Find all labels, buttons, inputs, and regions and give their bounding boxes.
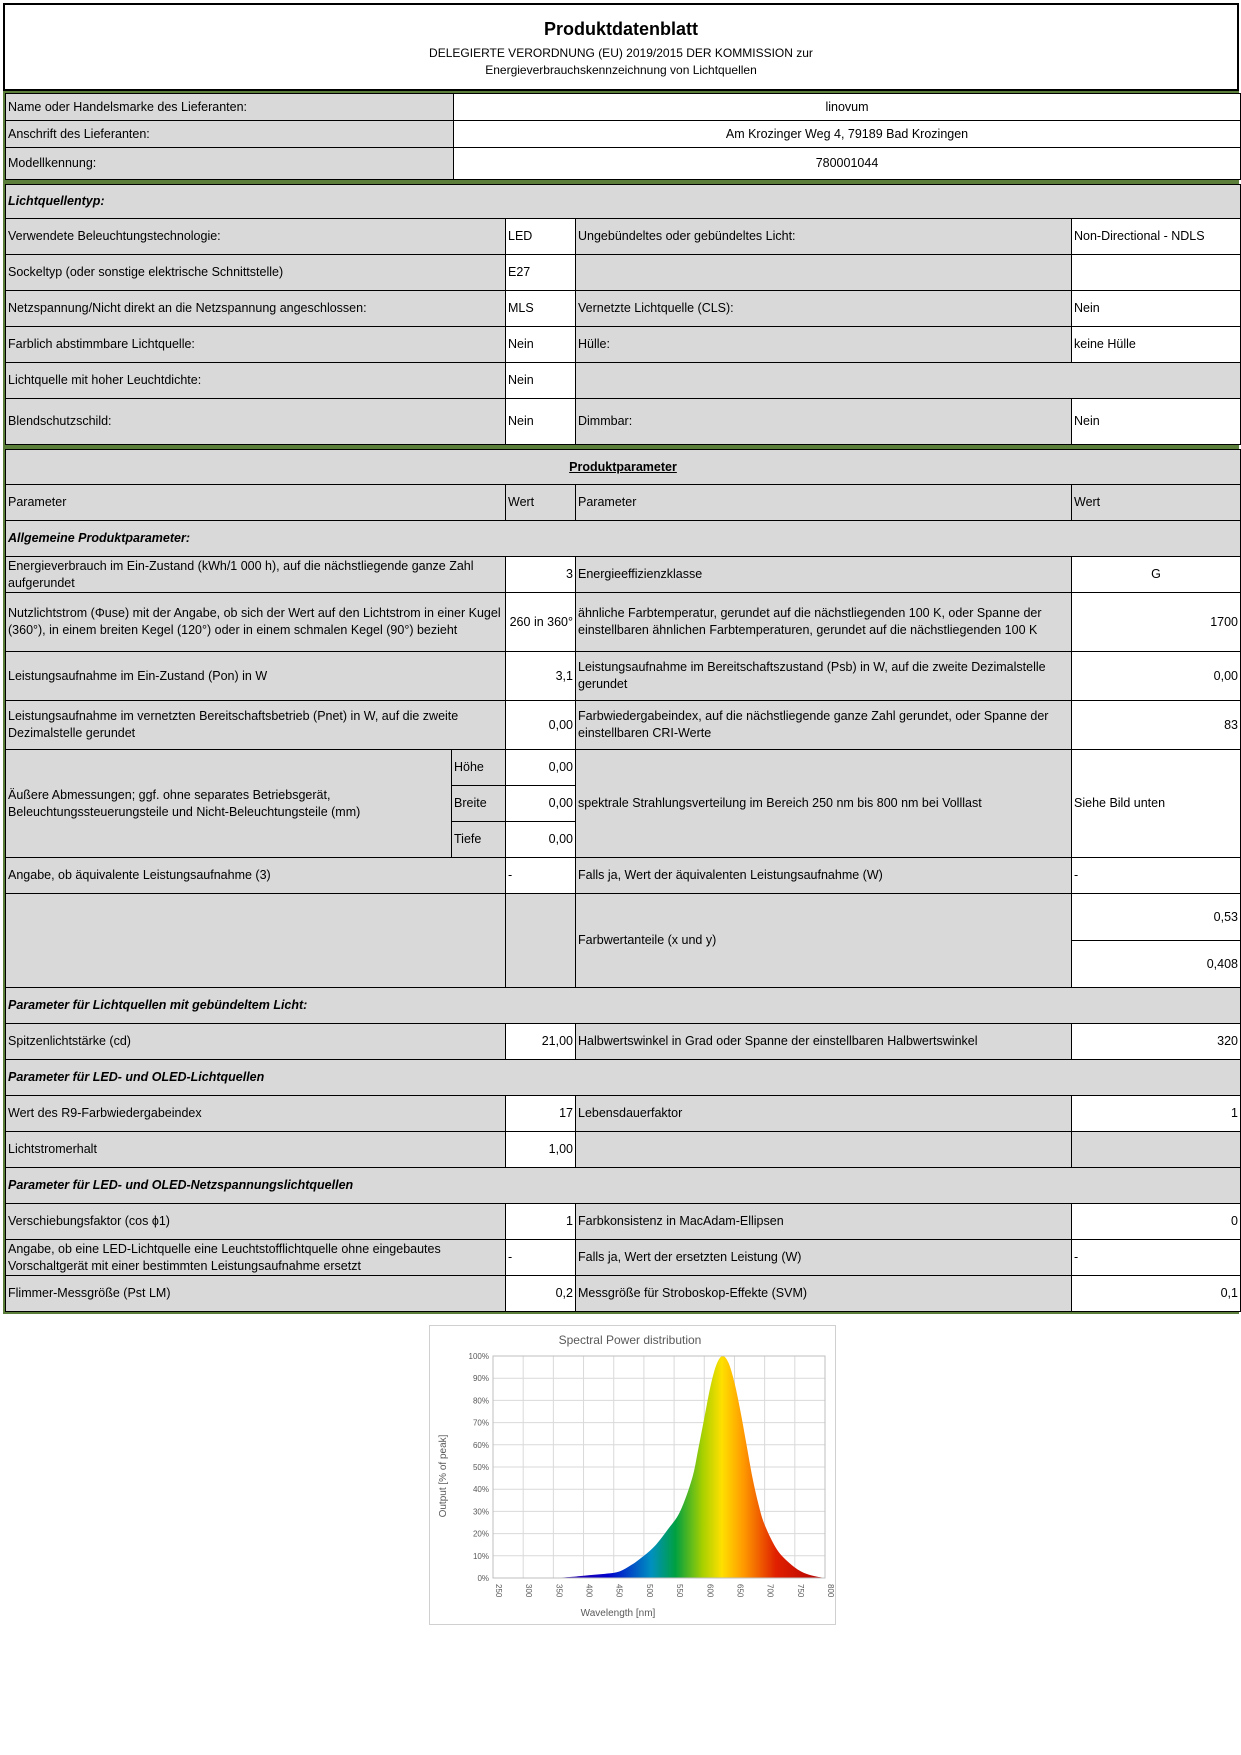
cri-label: Farbwiedergabeindex, auf die nächstliegende ganze Zahl gerundet, oder Spanne der einstellbaren CRI-Werte: [576, 701, 1072, 750]
y-tick-label: 20%: [472, 1529, 489, 1539]
y-tick-label: 90%: [472, 1374, 489, 1384]
beam-label: Halbwertswinkel in Grad oder Spanne der einstellbaren Halbwertswinkel: [576, 1024, 1072, 1060]
table-row: [6, 557, 1241, 593]
pon-value: 3,1: [506, 652, 576, 701]
tunable-label: Farblich abstimmbare Lichtquelle:: [6, 327, 506, 363]
peak-label: Spitzenlichtstärke (cd): [6, 1024, 506, 1060]
x-tick-label: 750: [795, 1584, 805, 1598]
table-row: [6, 185, 1241, 219]
table-row: [6, 1204, 1241, 1240]
spd-value: Siehe Bild unten: [1072, 750, 1241, 858]
x-tick-label: 350: [554, 1584, 564, 1598]
table-row: [6, 988, 1241, 1024]
width-value: 0,00: [506, 786, 576, 822]
replace-label: Angabe, ob eine LED-Lichtquelle eine Leuchtstofflichtquelle ohne eingebautes Vorschaltgerät mit einer bestimmten Leistungsaufnahme ersetzt: [6, 1240, 506, 1276]
table-row: [6, 450, 1241, 485]
energy-label: Energieverbrauch im Ein-Zustand (kWh/1 000 h), auf die nächstliegende ganze Zahl aufgerundet: [6, 557, 506, 593]
r9-value: 17: [506, 1096, 576, 1132]
r9-label: Wert des R9-Farbwiedergabeindex: [6, 1096, 506, 1132]
spectral-chart-svg: [430, 1326, 835, 1624]
y-tick-label: 40%: [472, 1485, 489, 1495]
section-title: Lichtquellentyp:: [6, 185, 1241, 219]
tunable-value: Nein: [506, 327, 576, 363]
spectral-chart: [429, 1325, 836, 1625]
model-label: Modellkennung:: [6, 148, 454, 180]
chroma-y-value: 0,408: [1072, 941, 1241, 988]
y-tick-label: 80%: [472, 1396, 489, 1406]
page-title: Produktdatenblatt: [543, 19, 698, 39]
y-tick-label: 70%: [472, 1418, 489, 1428]
chroma-label: Farbwertanteile (x und y): [576, 894, 1072, 988]
pnet-value: 0,00: [506, 701, 576, 750]
life-label: Lebensdauerfaktor: [576, 1096, 1072, 1132]
chroma-x-value: 0,53: [1072, 894, 1241, 941]
table-row: [6, 121, 1241, 148]
section-title: Parameter für Lichtquellen mit gebündeltem Licht:: [6, 988, 1241, 1024]
pnet-label: Leistungsaufnahme im vernetzten Bereitschaftsbetrieb (Pnet) in W, auf die zweite Dezimalstelle gerundet: [6, 701, 506, 750]
table-row: [6, 1024, 1241, 1060]
column-header: Parameter: [6, 485, 506, 521]
spd-label: spektrale Strahlungsverteilung im Bereich 250 nm bis 800 nm bei Volllast: [576, 750, 1072, 858]
table-row: [6, 750, 1241, 786]
table-row: [6, 1132, 1241, 1168]
table-row: [6, 327, 1241, 363]
svm-label: Messgröße für Stroboskop-Effekte (SVM): [576, 1276, 1072, 1312]
x-tick-label: 550: [675, 1584, 685, 1598]
table-row: [6, 1096, 1241, 1132]
column-header: Wert: [506, 485, 576, 521]
section-title: Allgemeine Produktparameter:: [6, 521, 1241, 557]
psb-label: Leistungsaufnahme im Bereitschaftszustand (Psb) in W, auf die zweite Dezimalstelle gerundet: [576, 652, 1072, 701]
table-row: [6, 94, 1241, 121]
section-title: Parameter für LED- und OLED-Lichtquellen: [6, 1060, 1241, 1096]
dimensions-label: Äußere Abmessungen; ggf. ohne separates Betriebsgerät, Beleuchtungssteuerungsteile und Nicht-Beleuchtungsteile (mm): [6, 750, 452, 858]
cri-value: 83: [1072, 701, 1241, 750]
depth-value: 0,00: [506, 822, 576, 858]
class-label: Energieeffizienzklasse: [576, 557, 1072, 593]
cap-label: Sockeltyp (oder sonstige elektrische Schnittstelle): [6, 255, 506, 291]
replace-w-label: Falls ja, Wert der ersetzten Leistung (W): [576, 1240, 1072, 1276]
x-tick-label: 600: [705, 1584, 715, 1598]
cct-label: ähnliche Farbtemperatur, gerundet auf die nächstliegenden 100 K, oder Spanne der einstellbaren ähnlichen Farbtemperaturen, gerundet auf die nächstliegenden 100 K: [576, 593, 1072, 652]
regulation-line: DELEGIERTE VERORDNUNG (EU) 2019/2015 DER KOMMISSION zur: [429, 46, 813, 60]
y-tick-label: 30%: [472, 1507, 489, 1517]
table-row: [6, 1276, 1241, 1312]
y-tick-label: 100%: [468, 1352, 489, 1361]
equiv-w-value: -: [1072, 858, 1241, 894]
y-tick-label: 0%: [477, 1574, 489, 1583]
peak-value: 21,00: [506, 1024, 576, 1060]
envelope-label: Hülle:: [576, 327, 1072, 363]
glare-label: Blendschutzschild:: [6, 399, 506, 445]
table-row: [6, 399, 1241, 445]
cls-value: Nein: [1072, 291, 1241, 327]
class-value: G: [1072, 557, 1241, 593]
table-row: [6, 363, 1241, 399]
x-tick-label: 500: [644, 1584, 654, 1598]
type-section: [3, 182, 1239, 447]
supplier-section: [3, 91, 1239, 182]
table-row: [6, 521, 1241, 557]
directional-value: Non-Directional - NDLS: [1072, 219, 1241, 255]
section-title: Parameter für LED- und OLED-Netzspannungslichtquellen: [6, 1168, 1241, 1204]
replace-value: -: [506, 1240, 576, 1276]
table-row: [6, 148, 1241, 180]
table-row: [6, 593, 1241, 652]
flux-label: Nutzlichtstrom (Φuse) mit der Angabe, ob sich der Wert auf den Lichtstrom in einer Kugel (360°), in einem breiten Kegel (120°) oder in einem schmalen Kegel (90°) bezieht: [6, 593, 506, 652]
section-title: Produktparameter: [6, 450, 1241, 485]
dimmable-label: Dimmbar:: [576, 399, 1072, 445]
supplier-name-label: Name oder Handelsmarke des Lieferanten:: [6, 94, 454, 121]
x-tick-label: 700: [765, 1584, 775, 1598]
height-value: 0,00: [506, 750, 576, 786]
envelope-value: keine Hülle: [1072, 327, 1241, 363]
table-row: [6, 255, 1241, 291]
table-row: [6, 291, 1241, 327]
column-header: Parameter: [576, 485, 1072, 521]
cos-value: 1: [506, 1204, 576, 1240]
equiv-w-label: Falls ja, Wert der äquivalenten Leistungsaufnahme (W): [576, 858, 1072, 894]
x-tick-label: 400: [584, 1584, 594, 1598]
beam-value: 320: [1072, 1024, 1241, 1060]
psb-value: 0,00: [1072, 652, 1241, 701]
mains-value: MLS: [506, 291, 576, 327]
cap-value: E27: [506, 255, 576, 291]
table-row: [6, 894, 1241, 941]
directional-label: Ungebündeltes oder gebündeltes Licht:: [576, 219, 1072, 255]
macadam-value: 0: [1072, 1204, 1241, 1240]
chart-title: Spectral Power distribution: [558, 1333, 702, 1347]
y-tick-label: 10%: [472, 1551, 489, 1561]
cct-value: 1700: [1072, 593, 1241, 652]
regulation-subline: Energieverbrauchskennzeichnung von Lichtquellen: [485, 63, 757, 77]
table-row: [6, 219, 1241, 255]
energy-value: 3: [506, 557, 576, 593]
tech-value: LED: [506, 219, 576, 255]
supplier-address-value: Am Krozinger Weg 4, 79189 Bad Krozingen: [454, 121, 1241, 148]
equiv-value: -: [506, 858, 576, 894]
hlum-label: Lichtquelle mit hoher Leuchtdichte:: [6, 363, 506, 399]
macadam-label: Farbkonsistenz in MacAdam-Ellipsen: [576, 1204, 1072, 1240]
hlum-value: Nein: [506, 363, 576, 399]
y-tick-label: 60%: [472, 1440, 489, 1450]
table-row: [6, 1168, 1241, 1204]
life-value: 1: [1072, 1096, 1241, 1132]
maint-value: 1,00: [506, 1132, 576, 1168]
title-box: [3, 3, 1239, 91]
replace-w-value: -: [1072, 1240, 1241, 1276]
table-row: [6, 652, 1241, 701]
model-value: 780001044: [454, 148, 1241, 180]
flux-value: 260 in 360°: [506, 593, 576, 652]
x-tick-label: 800: [826, 1584, 835, 1598]
x-tick-label: 650: [735, 1584, 745, 1598]
table-row: [6, 1060, 1241, 1096]
params-section: [3, 447, 1239, 1314]
height-label: Höhe: [452, 750, 506, 786]
table-row: [6, 858, 1241, 894]
glare-value: Nein: [506, 399, 576, 445]
flicker-value: 0,2: [506, 1276, 576, 1312]
tech-label: Verwendete Beleuchtungstechnologie:: [6, 219, 506, 255]
x-tick-label: 250: [494, 1584, 503, 1598]
mains-label: Netzspannung/Nicht direkt an die Netzspannung angeschlossen:: [6, 291, 506, 327]
table-row: [6, 1240, 1241, 1276]
cos-label: Verschiebungsfaktor (cos ϕ1): [6, 1204, 506, 1240]
equiv-label: Angabe, ob äquivalente Leistungsaufnahme (3): [6, 858, 506, 894]
x-axis-label: Wavelength [nm]: [580, 1608, 656, 1619]
maint-label: Lichtstromerhalt: [6, 1132, 506, 1168]
datasheet: [3, 3, 1239, 1314]
table-row: [6, 485, 1241, 521]
depth-label: Tiefe: [452, 822, 506, 858]
width-label: Breite: [452, 786, 506, 822]
dimmable-value: Nein: [1072, 399, 1241, 445]
x-tick-label: 450: [614, 1584, 624, 1598]
svm-value: 0,1: [1072, 1276, 1241, 1312]
supplier-address-label: Anschrift des Lieferanten:: [6, 121, 454, 148]
y-axis-label: Output [% of peak]: [438, 1434, 449, 1518]
column-header: Wert: [1072, 485, 1241, 521]
pon-label: Leistungsaufnahme im Ein-Zustand (Pon) in W: [6, 652, 506, 701]
y-tick-label: 50%: [472, 1463, 489, 1472]
x-tick-label: 300: [524, 1584, 534, 1598]
table-row: [6, 701, 1241, 750]
flicker-label: Flimmer-Messgröße (Pst LM): [6, 1276, 506, 1312]
cls-label: Vernetzte Lichtquelle (CLS):: [576, 291, 1072, 327]
supplier-name-value: linovum: [454, 94, 1241, 121]
